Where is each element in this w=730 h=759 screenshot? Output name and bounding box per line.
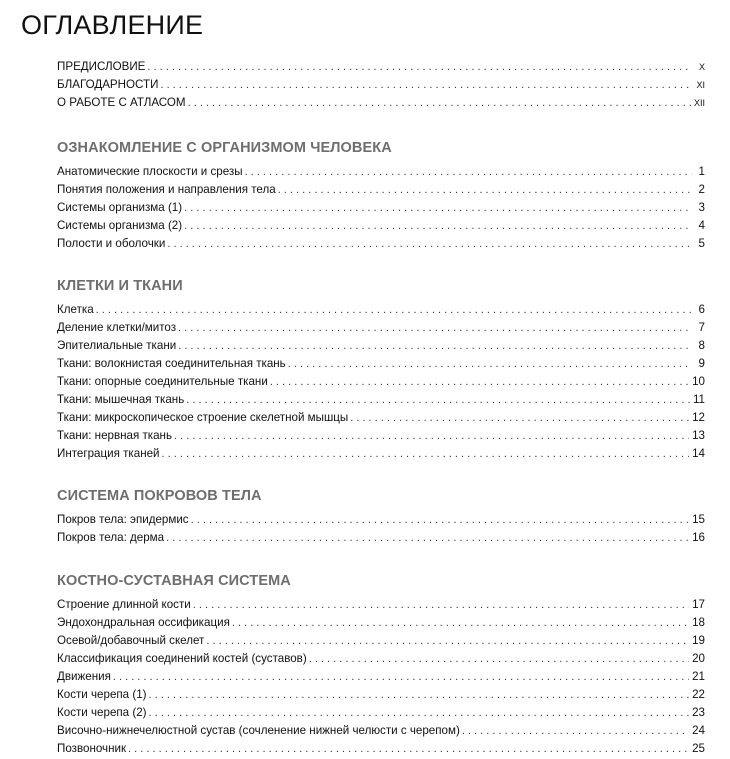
toc-entry[interactable] (57, 596, 705, 614)
toc-entry-page: 5 (698, 237, 705, 250)
dot-leader (128, 740, 689, 758)
toc-entry-page: 17 (692, 598, 705, 611)
toc-entry-label: Клетка (57, 303, 94, 316)
toc-entry-label: Кости черепа (2) (57, 706, 147, 719)
dot-leader (167, 235, 692, 253)
toc-entry-page: 7 (698, 321, 705, 334)
toc-entry-page: 19 (692, 634, 705, 647)
toc-entry-page: 8 (698, 339, 705, 352)
toc-entry-page: 6 (698, 303, 705, 316)
toc-entry-page: 13 (692, 429, 705, 442)
dot-leader (186, 391, 690, 409)
toc-entry-page: 10 (692, 375, 705, 388)
toc-entry-page: 25 (692, 742, 705, 755)
toc-entry[interactable] (57, 373, 705, 391)
toc-entry-page: 12 (692, 411, 705, 424)
toc-section-integumentary (57, 487, 705, 547)
toc-entry[interactable] (57, 704, 705, 722)
toc-entry[interactable] (57, 427, 705, 445)
toc-entry-label: О РАБОТЕ С АТЛАСОМ (57, 96, 186, 109)
toc-entry[interactable] (57, 355, 705, 373)
toc-entry-label: Эндохондральная оссификация (57, 616, 230, 629)
toc-entry-label: Ткани: микроскопическое строение скелетной мышцы (57, 411, 349, 424)
toc-entry[interactable] (57, 409, 705, 427)
toc-section-introduction (57, 139, 705, 253)
dot-leader (113, 668, 689, 686)
toc-entry-page: XII (693, 98, 705, 108)
dot-leader (149, 704, 690, 722)
toc-entry[interactable] (57, 337, 705, 355)
toc-entry-page: XI (696, 80, 705, 90)
toc-entry[interactable] (57, 217, 705, 235)
toc-entry-label: Ткани: нервная ткань (57, 429, 173, 442)
section-heading: КОСТНО-СУСТАВНАЯ СИСТЕМА (57, 573, 291, 589)
toc-entry-page: 16 (692, 531, 705, 544)
toc-entry[interactable] (57, 529, 705, 547)
toc-entry-label: Полости и оболочки (57, 237, 166, 250)
toc-entry-page: 3 (698, 201, 705, 214)
dot-leader (178, 319, 692, 337)
dot-leader (166, 529, 689, 547)
dot-leader (174, 427, 689, 445)
toc-entry[interactable] (57, 391, 705, 409)
toc-entry-label: Позвоночник (57, 742, 127, 755)
toc-entry[interactable] (57, 668, 705, 686)
toc-entry-page: 22 (692, 688, 705, 701)
dot-leader (191, 511, 689, 529)
toc-entry[interactable] (57, 319, 705, 337)
dot-leader (350, 409, 689, 427)
toc-entry-label: Анатомические плоскости и срезы (57, 165, 243, 178)
toc-entry[interactable] (57, 614, 705, 632)
dot-leader (288, 355, 692, 373)
toc-entry-page: 14 (692, 447, 705, 460)
toc-entry-page: 15 (692, 513, 705, 526)
dot-leader (193, 596, 689, 614)
dot-leader (232, 614, 689, 632)
toc-section-skeletal (57, 572, 705, 758)
toc-entry[interactable] (57, 632, 705, 650)
toc-entry[interactable] (57, 740, 705, 758)
toc-entry-label: Деление клетки/митоз (57, 321, 177, 334)
dot-leader (309, 650, 689, 668)
section-heading: СИСТЕМА ПОКРОВОВ ТЕЛА (57, 488, 262, 504)
dot-leader (96, 301, 692, 319)
dot-leader (206, 632, 689, 650)
dot-leader (147, 58, 692, 76)
toc-entry-page: 23 (692, 706, 705, 719)
section-heading: КЛЕТКИ И ТКАНИ (57, 278, 183, 294)
page-title: ОГЛАВЛЕНИЕ (21, 10, 204, 40)
toc-entry-page: 20 (692, 652, 705, 665)
toc-entry-page: 1 (698, 165, 705, 178)
toc-entry-label: Понятия положения и направления тела (57, 183, 276, 196)
toc-entry[interactable] (57, 163, 705, 181)
toc-entry-label: ПРЕДИСЛОВИЕ (57, 60, 146, 73)
toc-entry-label: Строение длинной кости (57, 598, 191, 611)
toc-entry[interactable] (57, 199, 705, 217)
toc-entry[interactable] (57, 650, 705, 668)
toc-entry-label: БЛАГОДАРНОСТИ (57, 78, 159, 91)
toc-entry[interactable] (57, 722, 705, 740)
dot-leader (184, 217, 692, 235)
dot-leader (184, 199, 692, 217)
toc-entry-page: 21 (692, 670, 705, 683)
toc-section-cells-tissues (57, 277, 705, 463)
toc-entry-label: Движения (57, 670, 111, 683)
toc-entry[interactable] (57, 181, 705, 199)
dot-leader (162, 445, 690, 463)
toc-entry-label: Классификация соединений костей (суставов) (57, 652, 307, 665)
toc-entry-page: 4 (698, 219, 705, 232)
toc-entry-label: Системы организма (2) (57, 219, 183, 232)
toc-entry[interactable] (57, 445, 705, 463)
toc-entry-label: Эпителиальные ткани (57, 339, 177, 352)
dot-leader (149, 686, 690, 704)
toc-entry-label: Ткани: мышечная ткань (57, 393, 185, 406)
toc-entry-page: X (698, 62, 705, 72)
toc-entry-acknowledgements[interactable] (57, 76, 705, 94)
toc-entry-label: Покров тела: дерма (57, 531, 165, 544)
dot-leader (462, 722, 689, 740)
toc-entry-label: Покров тела: эпидермис (57, 513, 189, 526)
toc-entry[interactable] (57, 235, 705, 253)
toc-entry-page: 11 (692, 393, 705, 406)
dot-leader (278, 181, 692, 199)
front-matter-list (57, 58, 705, 112)
toc-entry-preface[interactable] (57, 58, 705, 76)
dot-leader (245, 163, 692, 181)
toc-entry-label: Осевой/добавочный скелет (57, 634, 205, 647)
toc-entry-label: Интеграция тканей (57, 447, 160, 460)
toc-entry[interactable] (57, 686, 705, 704)
toc-entry-page: 9 (698, 357, 705, 370)
toc-entry[interactable] (57, 511, 705, 529)
toc-entry-label: Ткани: опорные соединительные ткани (57, 375, 268, 388)
toc-entry-label: Височно-нижнечелюстной сустав (сочленение нижней челюсти с черепом) (57, 724, 460, 737)
toc-entry-label: Ткани: волокнистая соединительная ткань (57, 357, 286, 370)
dot-leader (160, 76, 692, 94)
toc-entry-about-atlas[interactable] (57, 94, 705, 112)
toc-entry-label: Кости черепа (1) (57, 688, 147, 701)
toc-entry-page: 18 (692, 616, 705, 629)
dot-leader (178, 337, 692, 355)
toc-entry-page: 2 (698, 183, 705, 196)
dot-leader (188, 94, 691, 112)
toc-entry-label: Системы организма (1) (57, 201, 183, 214)
section-heading: ОЗНАКОМЛЕНИЕ С ОРГАНИЗМОМ ЧЕЛОВЕКА (57, 140, 392, 156)
toc-entry[interactable] (57, 301, 705, 319)
toc-entry-page: 24 (692, 724, 705, 737)
dot-leader (270, 373, 689, 391)
